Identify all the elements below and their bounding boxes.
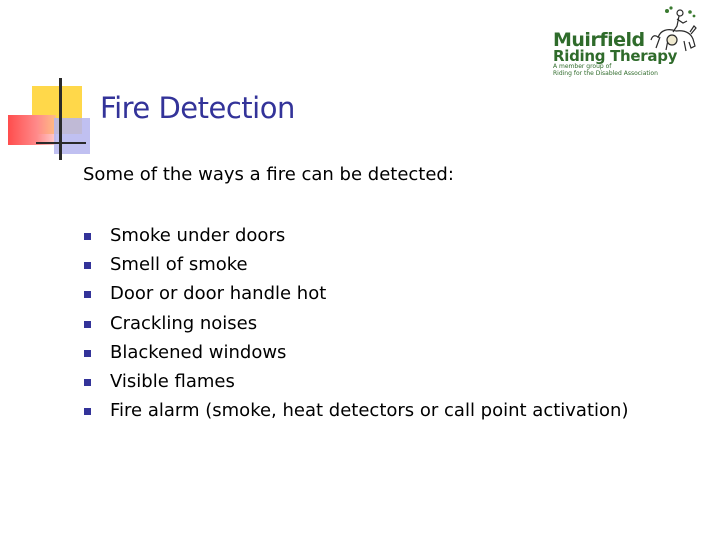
logo-member-line2: Riding for the Disabled Association (553, 70, 658, 77)
bullet-text: Fire alarm (smoke, heat detectors or call point activation) (110, 400, 629, 422)
list-item (84, 250, 628, 279)
list-item (84, 367, 628, 396)
decor-vertical-line (59, 78, 62, 160)
square-bullet-icon (84, 233, 91, 240)
slide-title: Fire Detection (100, 91, 295, 125)
logo-member-text (553, 63, 703, 77)
decor-horizontal-line (36, 142, 86, 144)
list-item (84, 338, 628, 367)
logo-name: Muirfield (553, 29, 645, 51)
logo-member-line1: A member group of (553, 63, 612, 70)
bullet-list (84, 221, 628, 425)
bullet-text: Crackling noises (110, 312, 258, 334)
bullet-text: Smoke under doors (110, 225, 286, 247)
logo-subtitle: Riding Therapy (553, 47, 678, 65)
list-item (84, 221, 628, 250)
square-bullet-icon (84, 291, 91, 298)
bullet-text: Visible flames (110, 371, 235, 393)
decor-red-bar (8, 115, 56, 145)
square-bullet-icon (84, 262, 91, 269)
square-bullet-icon (84, 408, 91, 415)
list-item (84, 279, 628, 308)
bullet-text: Blackened windows (110, 341, 287, 363)
bullet-text: Door or door handle hot (110, 283, 327, 305)
list-item (84, 396, 628, 425)
square-bullet-icon (84, 350, 91, 357)
bullet-text: Smell of smoke (110, 254, 248, 276)
slide-intro: Some of the ways a fire can be detected: (83, 164, 454, 185)
muirfield-logo (550, 4, 700, 78)
square-bullet-icon (84, 379, 91, 386)
list-item (84, 309, 628, 338)
square-bullet-icon (84, 321, 91, 328)
